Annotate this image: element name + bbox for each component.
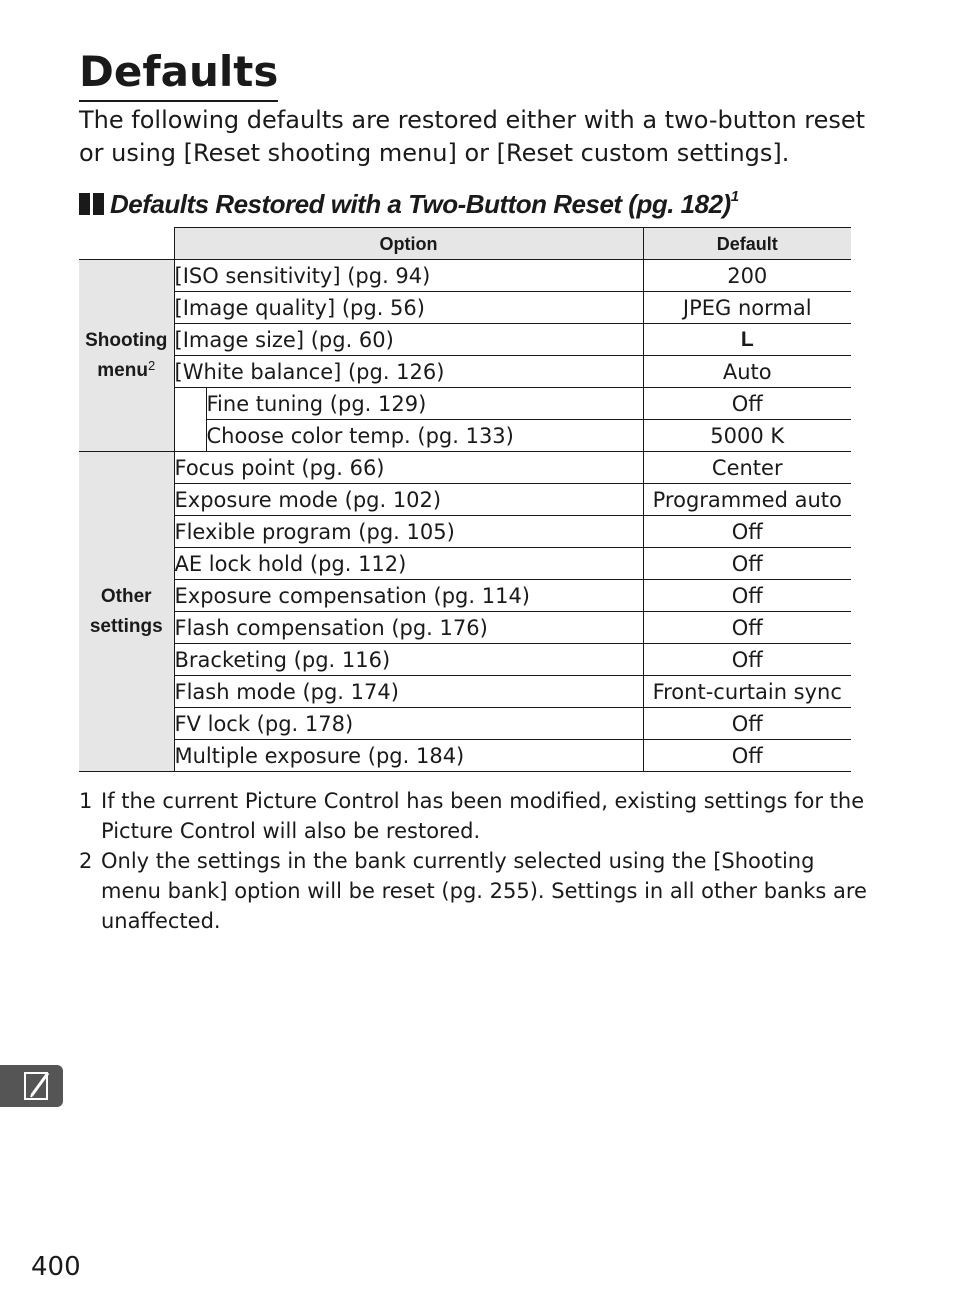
default-cell: Auto	[643, 356, 851, 388]
option-cell: Focus point (pg. 66)	[174, 452, 643, 484]
section-tab[interactable]	[0, 1065, 63, 1107]
table-row	[79, 516, 851, 548]
group-footnote-ref: 2	[147, 357, 156, 373]
group-label: menu	[97, 359, 148, 381]
section-heading	[79, 186, 739, 222]
option-cell: Flexible program (pg. 105)	[174, 516, 643, 548]
table-row	[79, 708, 851, 740]
option-cell: [White balance] (pg. 126)	[174, 356, 643, 388]
default-cell: Front-curtain sync	[643, 676, 851, 708]
default-cell: Off	[643, 740, 851, 772]
footnote	[79, 786, 869, 846]
table-corner	[79, 228, 174, 260]
default-cell: L	[643, 324, 851, 356]
defaults-table	[79, 227, 851, 772]
option-cell: AE lock hold (pg. 112)	[174, 548, 643, 580]
footnote-number: 1	[79, 789, 93, 813]
default-cell: Off	[643, 612, 851, 644]
footnotes	[79, 786, 869, 936]
option-cell: Exposure mode (pg. 102)	[174, 484, 643, 516]
option-cell: Choose color temp. (pg. 133)	[206, 420, 643, 452]
group-label: settings	[89, 615, 163, 637]
default-cell: Programmed auto	[643, 484, 851, 516]
table-row	[79, 548, 851, 580]
page-number: 400	[31, 1252, 81, 1282]
option-cell: FV lock (pg. 178)	[174, 708, 643, 740]
default-cell: Center	[643, 452, 851, 484]
pencil-note-icon	[22, 1070, 54, 1102]
table-header-row	[79, 228, 851, 260]
option-cell: Flash mode (pg. 174)	[174, 676, 643, 708]
table-row	[79, 612, 851, 644]
footnote-number: 2	[79, 849, 93, 873]
table-row	[79, 260, 851, 292]
table-row	[79, 740, 851, 772]
option-cell: Exposure compensation (pg. 114)	[174, 580, 643, 612]
heading-marker-icon	[93, 193, 104, 215]
table-row	[79, 356, 851, 388]
header-option: Option	[174, 228, 643, 260]
default-cell: Off	[643, 580, 851, 612]
table-row	[79, 388, 851, 420]
default-cell: Off	[643, 388, 851, 420]
option-cell: Bracketing (pg. 116)	[174, 644, 643, 676]
footnote-text: If the current Picture Control has been modified, existing settings for the Picture Control will also be restored.	[101, 789, 865, 843]
table-row	[79, 324, 851, 356]
option-cell: [Image size] (pg. 60)	[174, 324, 643, 356]
heading-marker-icon	[79, 193, 90, 215]
default-cell: 200	[643, 260, 851, 292]
group-label: Shooting	[85, 329, 168, 351]
table-row	[79, 676, 851, 708]
option-cell: Multiple exposure (pg. 184)	[174, 740, 643, 772]
footnote-text: Only the settings in the bank currently selected using the [Shooting menu bank] option will be reset (pg. 255). Settings in all other banks are unaffected.	[101, 849, 867, 933]
option-cell: [Image quality] (pg. 56)	[174, 292, 643, 324]
indent-cell	[174, 388, 206, 452]
default-cell: Off	[643, 516, 851, 548]
intro-paragraph	[79, 104, 869, 170]
table-row	[79, 484, 851, 516]
default-cell: Off	[643, 548, 851, 580]
default-cell: 5000 K	[643, 420, 851, 452]
option-cell: Fine tuning (pg. 129)	[206, 388, 643, 420]
section-heading-text: Defaults Restored with a Two-Button Reset (pg. 182)	[110, 189, 731, 219]
page-title: Defaults	[79, 44, 278, 102]
group-other-settings	[79, 452, 174, 772]
default-cell: JPEG normal	[643, 292, 851, 324]
intro-text: The following defaults are restored either with a two-button reset or using [Reset shooting menu] or [Reset custom settings].	[79, 106, 866, 167]
group-label: Other	[100, 585, 152, 607]
table-row	[79, 452, 851, 484]
table-row	[79, 292, 851, 324]
group-shooting-menu	[79, 260, 174, 452]
default-cell: Off	[643, 708, 851, 740]
default-cell: Off	[643, 644, 851, 676]
table-row	[79, 580, 851, 612]
option-cell: [ISO sensitivity] (pg. 94)	[174, 260, 643, 292]
footnote	[79, 846, 869, 936]
section-heading-footnote-ref: 1	[730, 188, 739, 205]
table-row	[79, 644, 851, 676]
header-default: Default	[643, 228, 851, 260]
option-cell: Flash compensation (pg. 176)	[174, 612, 643, 644]
